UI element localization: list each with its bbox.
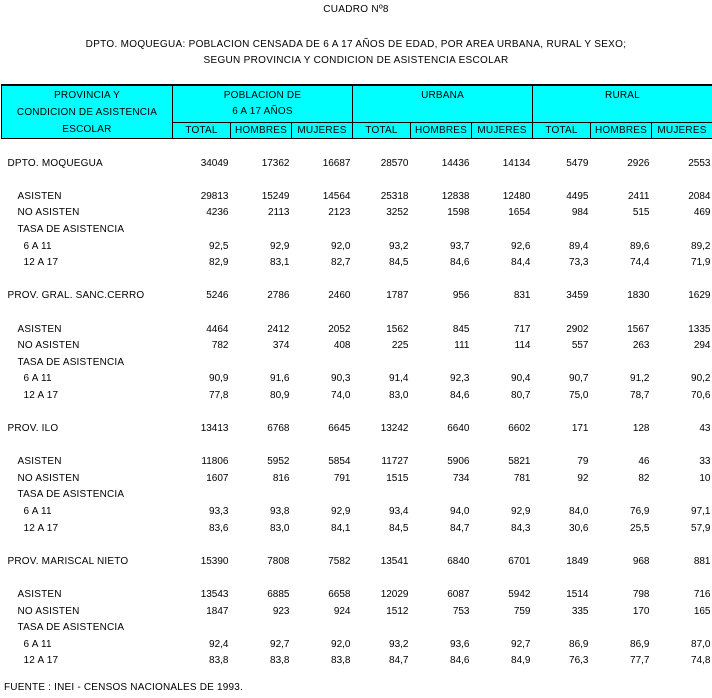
cell-value: 170 xyxy=(632,605,650,617)
cell-value: 335 xyxy=(571,605,589,617)
cell-value: 798 xyxy=(632,589,650,601)
cell-value: 225 xyxy=(391,340,409,352)
cell-value: 1515 xyxy=(386,472,409,484)
cell-value: 90,9 xyxy=(209,373,229,385)
cell-value: 84,5 xyxy=(389,257,409,269)
cell-value: 14134 xyxy=(502,157,531,169)
cell-value: 92,6 xyxy=(511,240,531,252)
row-label: ASISTEN xyxy=(17,323,62,335)
row-label: PROV. ILO xyxy=(7,423,59,435)
header-poblacion: POBLACION DE 6 A 17 AÑOS xyxy=(173,85,353,123)
cell-value: 7808 xyxy=(267,555,290,567)
table-title: CUADRO Nº8 xyxy=(323,4,389,15)
table-subtitle-line2: SEGUN PROVINCIA Y CONDICION DE ASISTENCIA ESCOLAR xyxy=(203,55,509,66)
row-label: 12 A 17 xyxy=(23,389,59,401)
cell-value: 1562 xyxy=(386,323,409,335)
cell-value xyxy=(231,355,292,372)
cell-value xyxy=(472,487,533,504)
cell-value: 84,7 xyxy=(450,522,470,534)
cell-value: 5479 xyxy=(566,157,589,169)
cell-value xyxy=(533,222,591,239)
cell-value: 74,4 xyxy=(630,257,650,269)
cell-value xyxy=(591,620,652,637)
cell-value: 73,3 xyxy=(569,257,589,269)
cell-value: 2902 xyxy=(566,323,589,335)
header-hombres: HOMBRES xyxy=(591,123,652,139)
cell-value: 15390 xyxy=(200,555,229,567)
header-urbana: URBANA xyxy=(353,85,533,123)
cell-value: 2786 xyxy=(267,290,290,302)
cell-value: 80,9 xyxy=(270,389,290,401)
cell-value xyxy=(411,487,472,504)
cell-value: 1847 xyxy=(206,605,229,617)
cell-value xyxy=(173,222,231,239)
cell-value: 7582 xyxy=(328,555,351,567)
cell-value: 5854 xyxy=(328,456,351,468)
cell-value: 3459 xyxy=(566,290,589,302)
cell-value: 716 xyxy=(693,589,711,601)
cell-value: 816 xyxy=(272,472,290,484)
table-row xyxy=(2,587,712,604)
cell-value: 28570 xyxy=(380,157,409,169)
cell-value: 2412 xyxy=(267,323,290,335)
table-row xyxy=(2,355,712,372)
cell-value: 91,2 xyxy=(630,373,650,385)
cell-value: 93,8 xyxy=(270,506,290,518)
cell-value: 717 xyxy=(513,323,531,335)
cell-value: 97,1 xyxy=(691,506,711,518)
table-row xyxy=(2,471,712,488)
cell-value: 84,6 xyxy=(450,655,470,667)
cell-value: 91,6 xyxy=(270,373,290,385)
header-mujeres: MUJERES xyxy=(652,123,712,139)
cell-value: 6701 xyxy=(508,555,531,567)
cell-value: 6840 xyxy=(447,555,470,567)
cell-value: 1567 xyxy=(627,323,650,335)
table-row xyxy=(2,637,712,654)
row-label: TASA DE ASISTENCIA xyxy=(17,356,125,368)
table-row xyxy=(2,554,712,571)
cell-value: 33 xyxy=(699,456,711,468)
cell-value: 92,7 xyxy=(511,638,531,650)
cell-value: 83,8 xyxy=(270,655,290,667)
cell-value: 91,4 xyxy=(389,373,409,385)
cell-value: 93,2 xyxy=(389,638,409,650)
cell-value: 75,0 xyxy=(569,389,589,401)
table-row xyxy=(2,156,712,173)
cell-value: 1598 xyxy=(447,207,470,219)
cell-value: 92,9 xyxy=(511,506,531,518)
cell-value xyxy=(292,487,353,504)
cell-value xyxy=(353,355,411,372)
cell-value: 4236 xyxy=(206,207,229,219)
table-row xyxy=(2,255,712,272)
spacer-row xyxy=(2,305,712,322)
cell-value xyxy=(652,222,712,239)
census-table xyxy=(1,84,712,670)
row-label: 6 A 11 xyxy=(23,373,52,385)
cell-value: 93,6 xyxy=(450,638,470,650)
row-label: TASA DE ASISTENCIA xyxy=(17,223,125,235)
table-row xyxy=(2,454,712,471)
row-label: 6 A 11 xyxy=(23,506,52,518)
cell-value: 4495 xyxy=(566,190,589,202)
cell-value: 25318 xyxy=(380,190,409,202)
cell-value: 84,9 xyxy=(511,655,531,667)
cell-value: 83,6 xyxy=(209,522,229,534)
row-label: 6 A 11 xyxy=(23,638,52,650)
cell-value: 128 xyxy=(632,423,650,435)
cell-value: 77,8 xyxy=(209,389,229,401)
cell-value: 5246 xyxy=(206,290,229,302)
cell-value: 374 xyxy=(272,340,290,352)
cell-value: 13543 xyxy=(200,589,229,601)
cell-value: 1512 xyxy=(386,605,409,617)
cell-value: 92,5 xyxy=(209,240,229,252)
cell-value: 956 xyxy=(452,290,470,302)
cell-value: 71,9 xyxy=(691,257,711,269)
cell-value: 263 xyxy=(632,340,650,352)
header-total: TOTAL xyxy=(533,123,591,139)
cell-value: 86,9 xyxy=(569,638,589,650)
cell-value: 114 xyxy=(514,340,531,352)
cell-value: 14564 xyxy=(322,190,351,202)
row-label: PROV. MARISCAL NIETO xyxy=(7,555,129,567)
cell-value: 46 xyxy=(638,456,650,468)
cell-value xyxy=(591,487,652,504)
cell-value: 83,8 xyxy=(331,655,351,667)
spacer-row xyxy=(2,172,712,189)
cell-value: 2460 xyxy=(328,290,351,302)
cell-value: 34049 xyxy=(200,157,229,169)
cell-value: 82,7 xyxy=(331,257,351,269)
row-label: 6 A 11 xyxy=(23,240,52,252)
header-mujeres: MUJERES xyxy=(292,123,353,139)
row-label: NO ASISTEN xyxy=(17,605,80,617)
cell-value: 408 xyxy=(333,340,351,352)
cell-value: 753 xyxy=(452,605,470,617)
cell-value xyxy=(652,620,712,637)
cell-value: 1849 xyxy=(566,555,589,567)
cell-value xyxy=(591,355,652,372)
table-row xyxy=(2,653,712,670)
header-hombres: HOMBRES xyxy=(231,123,292,139)
cell-value: 92,4 xyxy=(209,638,229,650)
spacer-row xyxy=(2,570,712,587)
cell-value: 759 xyxy=(513,605,531,617)
header-provincia: PROVINCIA Y CONDICION DE ASISTENCIA ESCOLAR xyxy=(2,85,173,139)
cell-value: 6645 xyxy=(328,423,351,435)
cell-value: 11806 xyxy=(201,456,229,468)
cell-value xyxy=(173,620,231,637)
cell-value: 57,9 xyxy=(691,522,711,534)
cell-value: 84,6 xyxy=(450,257,470,269)
cell-value xyxy=(472,355,533,372)
cell-value: 2411 xyxy=(627,190,650,202)
cell-value: 78,7 xyxy=(630,389,650,401)
table-row xyxy=(2,620,712,637)
cell-value: 84,6 xyxy=(450,389,470,401)
table-row xyxy=(2,189,712,206)
row-label: TASA DE ASISTENCIA xyxy=(17,489,125,501)
row-label: 12 A 17 xyxy=(23,522,59,534)
table-row xyxy=(2,521,712,538)
cell-value: 782 xyxy=(211,340,229,352)
cell-value: 845 xyxy=(452,323,470,335)
cell-value: 15249 xyxy=(261,190,290,202)
row-label: PROV. GRAL. SANC.CERRO xyxy=(7,290,145,302)
cell-value: 294 xyxy=(693,340,711,352)
cell-value xyxy=(533,487,591,504)
cell-value: 93,7 xyxy=(450,240,470,252)
table-row xyxy=(2,388,712,405)
cell-value xyxy=(411,222,472,239)
row-label: DPTO. MOQUEGUA xyxy=(7,157,103,169)
cell-value: 74,0 xyxy=(331,389,351,401)
cell-value: 2084 xyxy=(688,190,711,202)
cell-value: 1335 xyxy=(688,323,711,335)
cell-value xyxy=(472,222,533,239)
row-label: TASA DE ASISTENCIA xyxy=(17,622,125,634)
cell-value: 82,9 xyxy=(209,257,229,269)
cell-value: 924 xyxy=(333,605,351,617)
cell-value: 25,5 xyxy=(630,522,650,534)
cell-value: 92,9 xyxy=(331,506,351,518)
cell-value xyxy=(472,620,533,637)
cell-value: 11727 xyxy=(381,456,409,468)
cell-value: 82 xyxy=(638,472,650,484)
header-total: TOTAL xyxy=(353,123,411,139)
cell-value xyxy=(652,487,712,504)
cell-value: 12480 xyxy=(502,190,531,202)
cell-value: 923 xyxy=(272,605,290,617)
cell-value: 1514 xyxy=(566,589,589,601)
cell-value: 93,2 xyxy=(389,240,409,252)
cell-value: 90,4 xyxy=(511,373,531,385)
cell-value: 84,0 xyxy=(569,506,589,518)
source-footnote: FUENTE : INEI - CENSOS NACIONALES DE 1993. xyxy=(4,682,244,693)
cell-value: 29813 xyxy=(200,190,229,202)
cell-value xyxy=(353,487,411,504)
cell-value: 111 xyxy=(454,340,470,352)
cell-value: 881 xyxy=(693,555,711,567)
cell-value xyxy=(652,355,712,372)
cell-value: 90,3 xyxy=(331,373,351,385)
cell-value xyxy=(411,620,472,637)
cell-value: 4464 xyxy=(206,323,229,335)
row-label: NO ASISTEN xyxy=(17,472,80,484)
cell-value: 92 xyxy=(577,472,589,484)
table-row xyxy=(2,338,712,355)
header-total: TOTAL xyxy=(173,123,231,139)
table-row xyxy=(2,288,712,305)
cell-value: 968 xyxy=(632,555,650,567)
cell-value xyxy=(173,355,231,372)
table-row xyxy=(2,222,712,239)
cell-value: 74,8 xyxy=(691,655,711,667)
table-subtitle-line1: DPTO. MOQUEGUA: POBLACION CENSADA DE 6 A 17 AÑOS DE EDAD, POR AREA URBANA, RURAL Y SEXO; xyxy=(85,39,627,50)
table-body xyxy=(2,139,712,671)
cell-value: 76,3 xyxy=(569,655,589,667)
cell-value: 2113 xyxy=(267,207,290,219)
cell-value: 30,6 xyxy=(569,522,589,534)
cell-value: 1787 xyxy=(386,290,409,302)
cell-value: 2123 xyxy=(328,207,351,219)
cell-value: 6885 xyxy=(267,589,290,601)
cell-value xyxy=(173,487,231,504)
cell-value: 77,7 xyxy=(630,655,650,667)
spacer-row xyxy=(2,139,712,156)
table-row xyxy=(2,487,712,504)
spacer-row xyxy=(2,438,712,455)
cell-value: 17362 xyxy=(261,157,290,169)
cell-value: 92,7 xyxy=(270,638,290,650)
row-label: ASISTEN xyxy=(17,190,62,202)
spacer-row xyxy=(2,537,712,554)
cell-value: 6087 xyxy=(447,589,470,601)
cell-value: 6640 xyxy=(447,423,470,435)
row-label: NO ASISTEN xyxy=(17,207,80,219)
cell-value: 89,4 xyxy=(569,240,589,252)
cell-value: 80,7 xyxy=(511,389,531,401)
cell-value: 6658 xyxy=(328,589,351,601)
cell-value: 83,8 xyxy=(209,655,229,667)
cell-value: 6768 xyxy=(267,423,290,435)
cell-value xyxy=(411,355,472,372)
cell-value: 831 xyxy=(513,290,531,302)
cell-value: 84,7 xyxy=(389,655,409,667)
cell-value: 43 xyxy=(699,423,711,435)
cell-value: 171 xyxy=(571,423,589,435)
cell-value: 3252 xyxy=(386,207,409,219)
header-mujeres: MUJERES xyxy=(472,123,533,139)
row-label: ASISTEN xyxy=(17,589,62,601)
cell-value: 90,7 xyxy=(569,373,589,385)
cell-value: 79 xyxy=(577,456,589,468)
cell-value: 70,6 xyxy=(691,389,711,401)
cell-value: 781 xyxy=(513,472,531,484)
cell-value: 93,3 xyxy=(209,506,229,518)
cell-value: 16687 xyxy=(322,157,351,169)
cell-value: 5906 xyxy=(447,456,470,468)
cell-value: 13242 xyxy=(380,423,409,435)
spacer-row xyxy=(2,405,712,422)
cell-value: 469 xyxy=(693,207,711,219)
cell-value xyxy=(231,222,292,239)
cell-value xyxy=(533,355,591,372)
cell-value: 557 xyxy=(571,340,589,352)
cell-value xyxy=(353,620,411,637)
spacer-row xyxy=(2,272,712,289)
cell-value xyxy=(292,222,353,239)
cell-value: 515 xyxy=(632,207,650,219)
cell-value: 84,5 xyxy=(389,522,409,534)
cell-value xyxy=(353,222,411,239)
cell-value xyxy=(533,620,591,637)
cell-value: 5952 xyxy=(267,456,290,468)
cell-value: 984 xyxy=(571,207,589,219)
cell-value xyxy=(292,620,353,637)
cell-value: 92,0 xyxy=(331,240,351,252)
cell-value: 12838 xyxy=(441,190,470,202)
table-row xyxy=(2,504,712,521)
table-row xyxy=(2,239,712,256)
cell-value: 10 xyxy=(699,472,711,484)
cell-value: 165 xyxy=(693,605,711,617)
cell-value: 84,1 xyxy=(331,522,351,534)
cell-value: 5821 xyxy=(508,456,531,468)
cell-value xyxy=(292,355,353,372)
cell-value: 1629 xyxy=(688,290,711,302)
cell-value: 12029 xyxy=(380,589,409,601)
cell-value: 86,9 xyxy=(630,638,650,650)
cell-value: 791 xyxy=(333,472,351,484)
cell-value: 13541 xyxy=(380,555,409,567)
cell-value: 1607 xyxy=(206,472,229,484)
table-row xyxy=(2,421,712,438)
cell-value: 76,9 xyxy=(630,506,650,518)
table-row xyxy=(2,322,712,339)
cell-value: 83,0 xyxy=(270,522,290,534)
cell-value: 89,2 xyxy=(691,240,711,252)
table-row xyxy=(2,604,712,621)
cell-value: 83,1 xyxy=(270,257,290,269)
cell-value: 1830 xyxy=(627,290,650,302)
cell-value: 92,3 xyxy=(450,373,470,385)
cell-value xyxy=(591,222,652,239)
row-label: ASISTEN xyxy=(17,456,62,468)
header-rural: RURAL xyxy=(533,85,712,123)
cell-value: 94,0 xyxy=(450,506,470,518)
cell-value: 2052 xyxy=(328,323,351,335)
table-row xyxy=(2,205,712,222)
cell-value xyxy=(231,620,292,637)
cell-value: 92,9 xyxy=(270,240,290,252)
cell-value: 90,2 xyxy=(691,373,711,385)
cell-value: 13413 xyxy=(200,423,229,435)
row-label: NO ASISTEN xyxy=(17,340,80,352)
cell-value: 84,3 xyxy=(511,522,531,534)
cell-value: 14436 xyxy=(441,157,470,169)
header-hombres: HOMBRES xyxy=(411,123,472,139)
cell-value: 5942 xyxy=(508,589,531,601)
cell-value: 89,6 xyxy=(630,240,650,252)
cell-value: 734 xyxy=(452,472,470,484)
cell-value: 93,4 xyxy=(389,506,409,518)
cell-value: 2926 xyxy=(627,157,650,169)
cell-value: 92,0 xyxy=(331,638,351,650)
cell-value xyxy=(231,487,292,504)
cell-value: 6602 xyxy=(508,423,531,435)
cell-value: 87,0 xyxy=(691,638,711,650)
cell-value: 84,4 xyxy=(511,257,531,269)
table-row xyxy=(2,371,712,388)
cell-value: 1654 xyxy=(508,207,531,219)
cell-value: 83,0 xyxy=(389,389,409,401)
cell-value: 2553 xyxy=(688,157,711,169)
row-label: 12 A 17 xyxy=(23,257,59,269)
row-label: 12 A 17 xyxy=(23,655,59,667)
